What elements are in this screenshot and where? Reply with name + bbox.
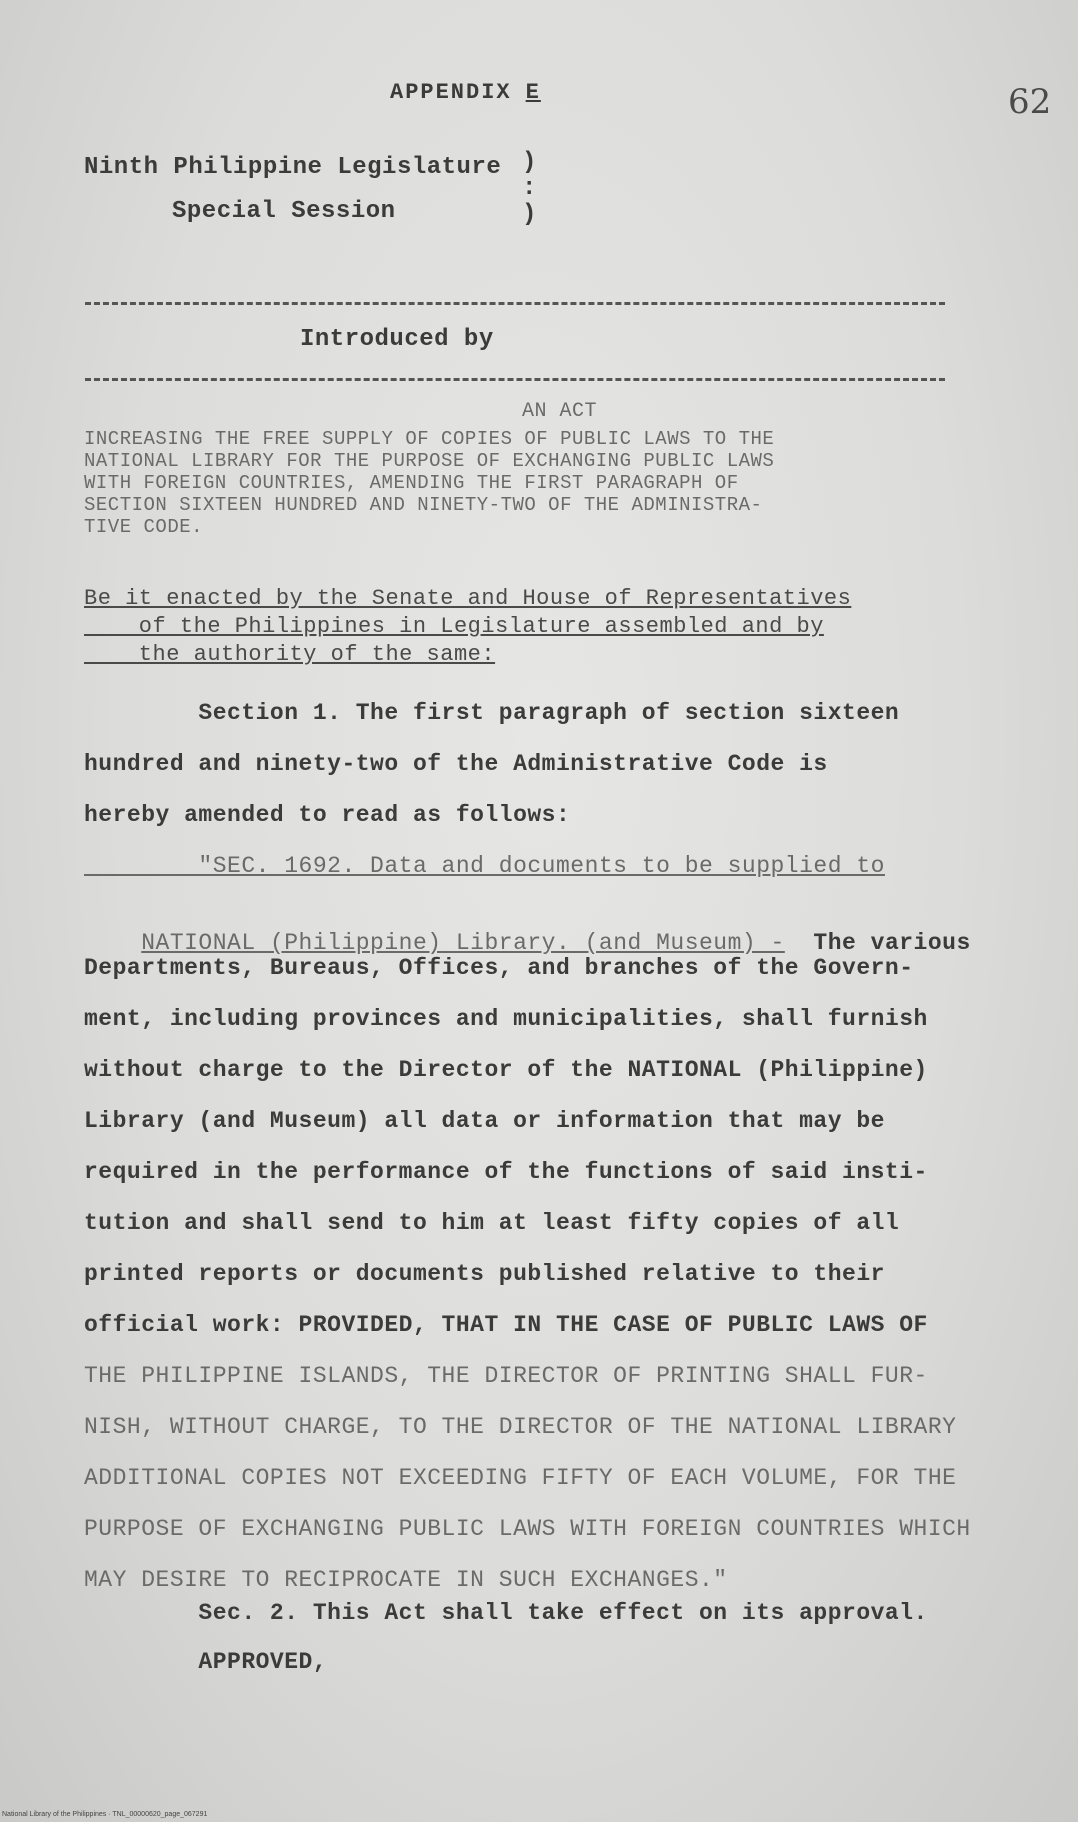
- body-line: NISH, WITHOUT CHARGE, TO THE DIRECTOR OF THE NATIONAL LIBRARY: [84, 1414, 957, 1440]
- body-line: hereby amended to read as follows:: [84, 802, 571, 828]
- legislature-line: Ninth Philippine Legislature: [84, 154, 502, 181]
- approved-line: APPROVED,: [84, 1649, 328, 1675]
- body-text: The various: [784, 930, 971, 956]
- body-line: Library (and Museum) all data or information that may be: [84, 1108, 885, 1134]
- body-line: printed reports or documents published relative to their: [84, 1261, 885, 1287]
- body-line: MAY DESIRE TO RECIPROCATE IN SUCH EXCHANGES.": [84, 1567, 728, 1593]
- body-line: THE PHILIPPINE ISLANDS, THE DIRECTOR OF PRINTING SHALL FUR-: [84, 1363, 928, 1389]
- body-line: Section 1. The first paragraph of section sixteen: [84, 700, 900, 726]
- enacting-clause: Be it enacted by the Senate and House of Representatives of the Philippines in Legislature assembled and by the authority of the same:: [84, 586, 852, 667]
- body-line: ADDITIONAL COPIES NOT EXCEEDING FIFTY OF EACH VOLUME, FOR THE: [84, 1465, 957, 1491]
- session-line: Special Session: [172, 198, 396, 225]
- body-line: PURPOSE OF EXCHANGING PUBLIC LAWS WITH FOREIGN COUNTRIES WHICH: [84, 1516, 971, 1542]
- body-line: hundred and ninety-two of the Administrative Code is: [84, 751, 828, 777]
- dashed-rule-top: [85, 302, 945, 305]
- appendix-heading: [390, 80, 541, 105]
- body-line: Departments, Bureaus, Offices, and branches of the Govern-: [84, 955, 914, 981]
- caption-brace: ) : ): [522, 149, 537, 228]
- appendix-letter: E: [525, 80, 541, 105]
- act-title: AN ACT: [522, 400, 598, 423]
- body-line: ment, including provinces and municipalities, shall furnish: [84, 1006, 928, 1032]
- body-line: Sec. 2. This Act shall take effect on its approval.: [84, 1600, 928, 1626]
- section-heading-cont: NATIONAL (Philippine) Library. (and Museum) -: [141, 930, 785, 956]
- page-number: 62: [1008, 82, 1052, 122]
- body-line: official work: PROVIDED, THAT IN THE CASE OF PUBLIC LAWS OF: [84, 1312, 928, 1338]
- body-line: tution and shall send to him at least fifty copies of all: [84, 1210, 900, 1236]
- body-line: required in the performance of the functions of said insti-: [84, 1159, 928, 1185]
- appendix-label: APPENDIX: [390, 80, 512, 105]
- act-description: INCREASING THE FREE SUPPLY OF COPIES OF PUBLIC LAWS TO THE NATIONAL LIBRARY FOR THE PURPOSE OF EXCHANGING PUBLIC LAWS WITH FOREIGN COUNTRIES, AMENDING THE FIRST PARAGRAPH OF SECTION SIXTEEN HUNDRED AND NINETY-TWO OF THE ADMINISTRA- TIVE CODE.: [84, 428, 775, 538]
- scan-credit: National Library of the Philippines · TNL_00000620_page_067291: [2, 1811, 208, 1818]
- section-heading-line: "SEC. 1692. Data and documents to be supplied to: [84, 853, 885, 879]
- introduced-by: Introduced by: [300, 326, 494, 353]
- body-line: without charge to the Director of the NATIONAL (Philippine): [84, 1057, 928, 1083]
- dashed-rule-bottom: [85, 378, 945, 381]
